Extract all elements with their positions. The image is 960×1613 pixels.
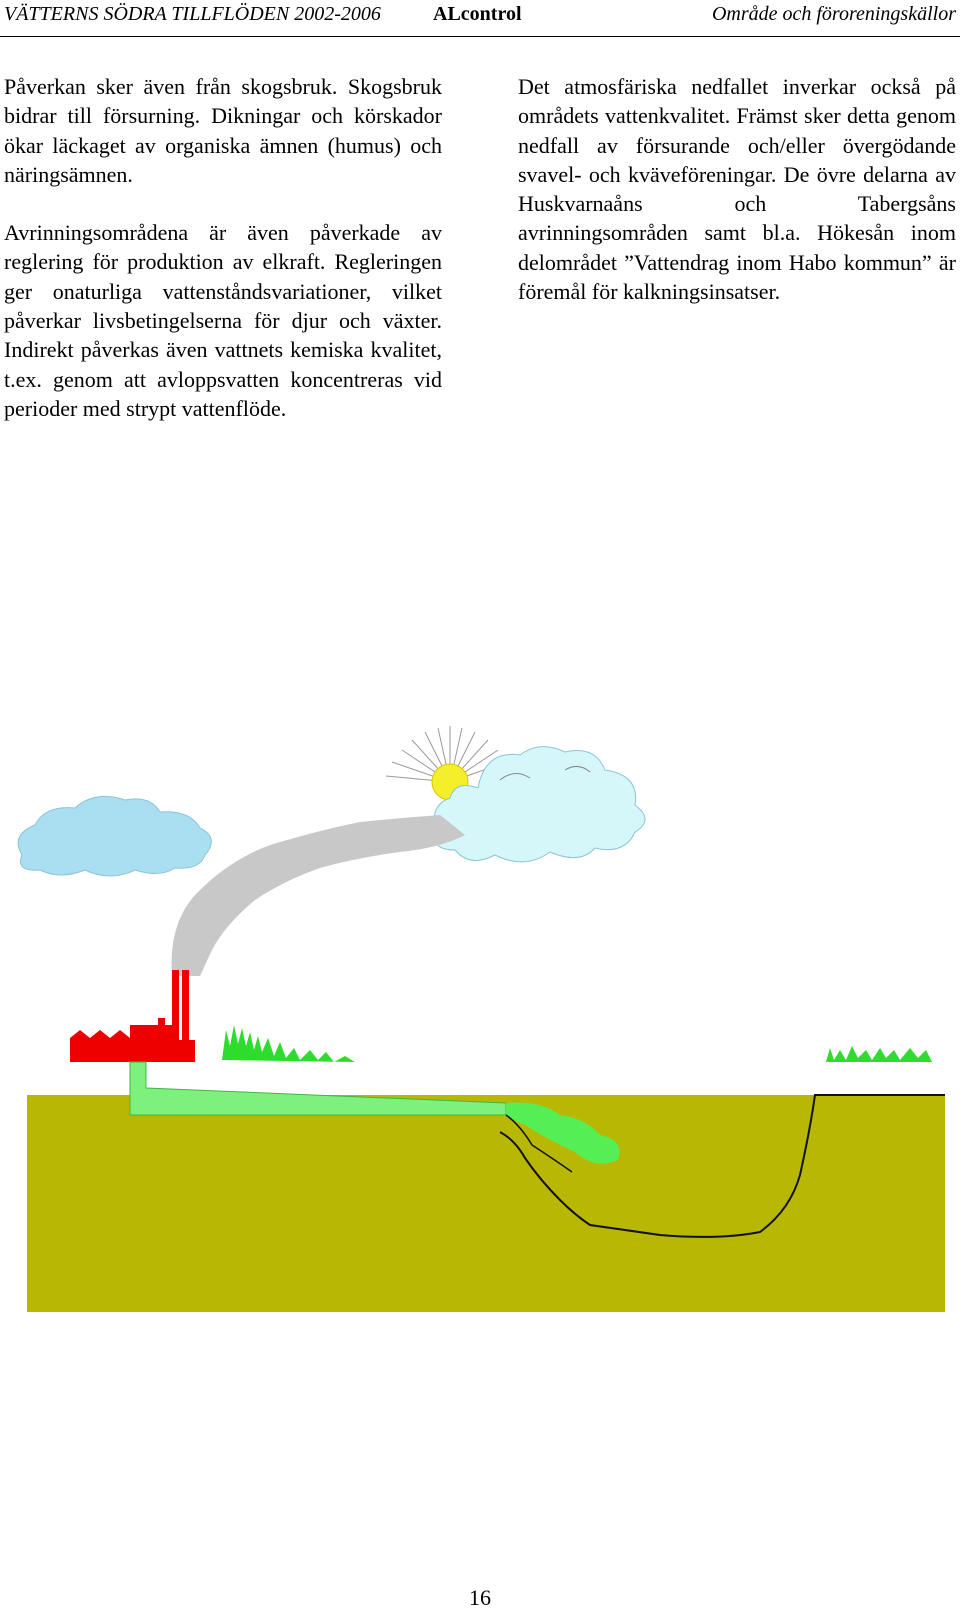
paragraph-regulation: Avrinningsområdena är även påverkade av reglering för produktion av elkraft. Regleringen ger onaturliga vattenståndsvariationer, vilket påverkar livsbetingelserna för djur och växter. Indirekt påverkas även vattnets kemiska kvalitet, t.ex. genom att avloppsvatten koncentreras vid perioder med strypt vattenflöde. [4,220,442,421]
right-column [518,72,956,306]
discharge-pipe [130,1062,506,1115]
forest [222,1025,355,1062]
grass-tufts [826,1046,932,1062]
cloud-right [434,747,645,862]
chimney-2 [182,970,189,1040]
cloud-left [18,796,211,876]
tree-cluster [222,1025,355,1062]
header-company: ALcontrol [433,3,522,25]
header-rule [0,36,960,37]
pollution-illustration [0,720,960,1320]
grass-right [826,1046,932,1062]
factory [70,970,195,1062]
page-number: 16 [469,1585,491,1610]
page-header [0,0,960,38]
smoke-plume [172,815,465,976]
paragraph-forestry: Påverkan sker även från skogsbruk. Skogsbruk bidrar till försurning. Dikningar och körskador ökar läckaget av organiska ämnen (humus) och näringsämnen. [4,74,442,187]
paragraph-deposition: Det atmosfäriska nedfallet inverkar också på områdets vattenkvalitet. Främst sker detta genom nedfall av försurande och/eller övergödande svavel- och kväveföreningar. De övre delarna av Huskvarnaåns och Tabergsåns avrinningsområden samt bl.a. Hökesån inom delområdet ”Vattendrag inom Habo kommun” är föremål för kalkningsinsatser. [518,74,956,305]
header-section: Område och föroreningskällor [711,3,956,25]
ground-area [27,1095,945,1312]
left-column [4,72,442,423]
header-report-title: VÄTTERNS SÖDRA TILLFLÖDEN 2002-2006 [4,3,381,25]
chimney-1 [172,970,179,1040]
